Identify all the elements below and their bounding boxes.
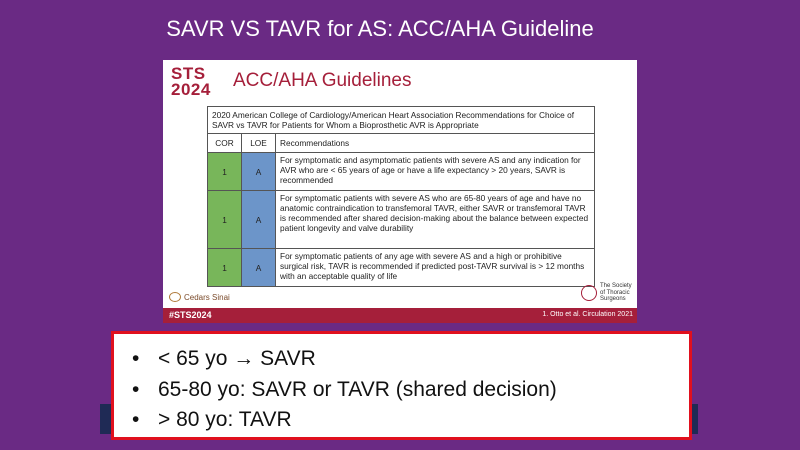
- cor-cell: 1: [208, 249, 242, 287]
- header-recommendations: Recommendations: [276, 134, 595, 153]
- loe-cell: A: [242, 191, 276, 249]
- list-item: [132, 405, 677, 436]
- bullet-icon: •: [132, 377, 140, 401]
- hashtag: #STS2024: [169, 310, 212, 320]
- slide-title: SAVR VS TAVR for AS: ACC/AHA Guideline: [166, 16, 594, 41]
- cedars-sinai-logo: [169, 292, 230, 302]
- sts-2024-logo: STS 2024: [171, 64, 211, 99]
- recommendations-table: [207, 106, 595, 287]
- summary-box: [111, 331, 692, 440]
- bullet-icon: •: [132, 347, 140, 370]
- list-item: [132, 375, 677, 406]
- cor-cell: 1: [208, 191, 242, 249]
- society-label: The Society of Thoracic Surgeons: [600, 283, 632, 303]
- recommendation-cell: For symptomatic and asymptomatic patients with severe AS and any indication for AVR who are < 65 years of age or have a life expectancy > 20 years, SAVR is recommended: [276, 153, 595, 191]
- society-logo: [581, 280, 637, 306]
- table-row: [208, 249, 595, 287]
- recommendation-cell: For symptomatic patients of any age with severe AS and a high or prohibitive surgical risk, TAVR is recommended if predicted post-TAVR survival is > 12 months with an acceptable quality of life: [276, 249, 595, 287]
- list-item-text: > 80 yo: TAVR: [158, 408, 292, 431]
- society-seal-icon: [581, 285, 597, 301]
- summary-list: [132, 344, 677, 436]
- citation: 1. Otto et al. Circulation 2021: [542, 311, 633, 318]
- cor-cell: 1: [208, 153, 242, 191]
- embedded-guideline-slide: [163, 60, 637, 323]
- list-item-text: < 65 yo → SAVR: [158, 347, 316, 370]
- list-item: [132, 344, 677, 375]
- bullet-icon: •: [132, 408, 140, 431]
- cedars-mark-icon: [169, 292, 181, 302]
- table-caption: 2020 American College of Cardiology/American Heart Association Recommendations for Choice of SAVR vs TAVR for Patients for Whom a Bioprosthetic AVR is Appropriate: [208, 107, 595, 134]
- recommendation-cell: For symptomatic patients with severe AS who are 65-80 years of age and have no anatomic contraindication to transfemoral TAVR, either SAVR or transfemoral TAVR is recommended after shared decision-making about the balance between expected patient longevity and valve durability: [276, 191, 595, 249]
- table-row: [208, 191, 595, 249]
- embedded-header: [163, 60, 637, 102]
- table-row: [208, 153, 595, 191]
- embedded-footer: [163, 308, 637, 323]
- header-loe: LOE: [242, 134, 276, 153]
- embedded-title: ACC/AHA Guidelines: [233, 70, 412, 91]
- loe-cell: A: [242, 153, 276, 191]
- loe-cell: A: [242, 249, 276, 287]
- header-cor: COR: [208, 134, 242, 153]
- cedars-label: Cedars Sinai: [184, 292, 230, 302]
- list-item-text: 65-80 yo: SAVR or TAVR (shared decision): [158, 377, 557, 401]
